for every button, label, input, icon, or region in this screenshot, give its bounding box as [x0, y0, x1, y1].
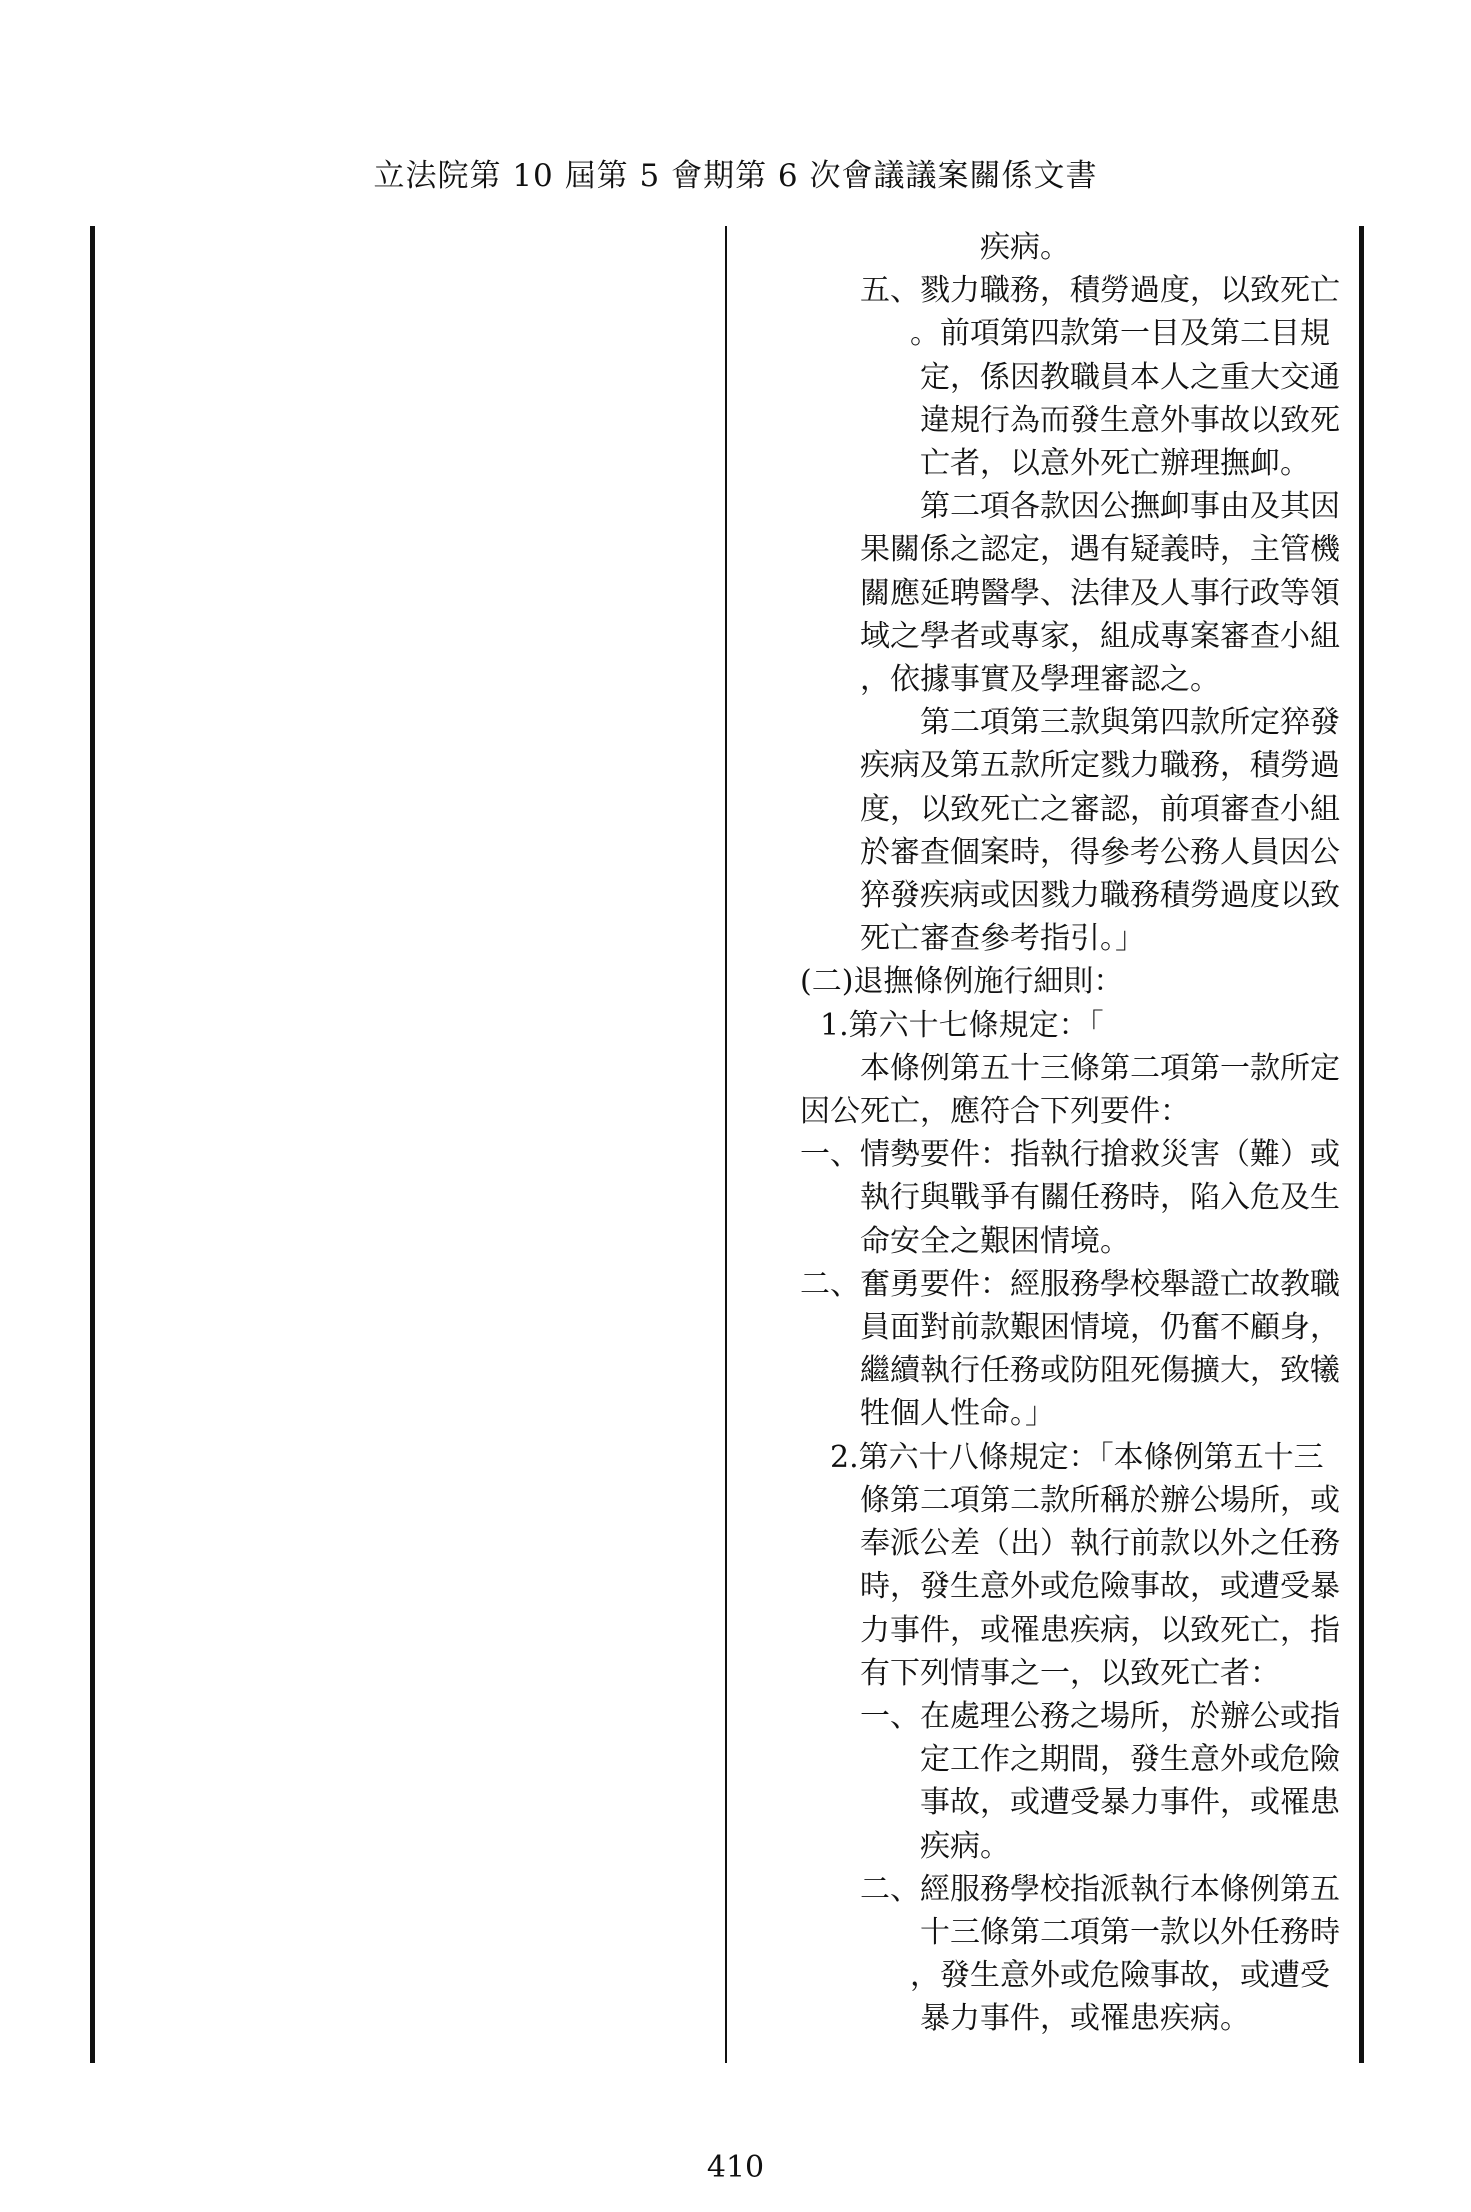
- text-line: 暴力事件，或罹患疾病。: [920, 2001, 1250, 2037]
- text-line: 時，發生意外或危險事故，或遭受暴: [860, 1569, 1340, 1605]
- document-header: 立法院第 10 屆第 5 會期第 6 次會議議案關係文書: [373, 158, 1098, 194]
- text-line: 執行與戰爭有關任務時，陷入危及生: [860, 1180, 1340, 1216]
- text-line: ，依據事實及學理審認之。: [860, 662, 1220, 698]
- text-line: 關應延聘醫學、法律及人事行政等領: [860, 575, 1340, 611]
- center-divider-line: [725, 226, 727, 2063]
- text-line: 二、經服務學校指派執行本條例第五: [860, 1871, 1340, 1907]
- text-line: 一、在處理公務之場所，於辦公或指: [860, 1698, 1340, 1734]
- text-line: 。前項第四款第一目及第二目規: [910, 316, 1330, 352]
- text-line: 果關係之認定，遇有疑義時，主管機: [860, 532, 1340, 568]
- text-line: 違規行為而發生意外事故以致死: [920, 402, 1340, 438]
- text-line: 亡者，以意外死亡辦理撫卹。: [920, 446, 1310, 482]
- text-line: 本條例第五十三條第二項第一款所定: [860, 1050, 1340, 1086]
- text-line: ，發生意外或危險事故，或遭受: [910, 1958, 1330, 1994]
- text-line: 命安全之艱困情境。: [860, 1223, 1130, 1259]
- text-line: 度，以致死亡之審認，前項審查小組: [860, 791, 1340, 827]
- text-line: (二)退撫條例施行細則：: [800, 964, 1124, 1000]
- text-line: 定工作之期間，發生意外或危險: [920, 1742, 1340, 1778]
- text-line: 員面對前款艱困情境，仍奮不顧身，: [860, 1310, 1340, 1346]
- text-line: 疾病。: [980, 230, 1070, 265]
- text-line: 於審查個案時，得參考公務人員因公: [860, 834, 1340, 870]
- text-line: 力事件，或罹患疾病，以致死亡，指: [860, 1612, 1340, 1648]
- text-line: 疾病及第五款所定戮力職務，積勞過: [860, 748, 1340, 784]
- text-line: 第二項各款因公撫卹事由及其因: [920, 489, 1340, 525]
- text-line: 定，係因教職員本人之重大交通: [920, 359, 1340, 395]
- text-line: 一、情勢要件：指執行搶救災害（難）或: [800, 1137, 1340, 1173]
- text-line: 事故，或遭受暴力事件，或罹患: [920, 1785, 1340, 1821]
- text-line: 二、奮勇要件：經服務學校舉證亡故教職: [800, 1266, 1340, 1302]
- text-line: 第二項第三款與第四款所定猝發: [920, 705, 1340, 741]
- text-line: 猝發疾病或因戮力職務積勞過度以致: [860, 878, 1340, 914]
- right-border-line: [1359, 226, 1364, 2063]
- text-line: 死亡審查參考指引。」: [860, 921, 1145, 957]
- text-line: 五、戮力職務，積勞過度，以致死亡: [860, 273, 1340, 309]
- text-line: 2.第六十八條規定：「本條例第五十三: [830, 1439, 1324, 1475]
- page-number: 410: [706, 2150, 765, 2185]
- text-line: 牲個人性命。」: [860, 1396, 1055, 1432]
- right-column-text: [800, 226, 1340, 2041]
- text-line: 因公死亡，應符合下列要件：: [800, 1094, 1190, 1130]
- text-line: 奉派公差（出）執行前款以外之任務: [860, 1526, 1340, 1562]
- text-line: 十三條第二項第一款以外任務時: [920, 1914, 1340, 1950]
- text-line: 有下列情事之一，以致死亡者：: [860, 1655, 1280, 1691]
- text-line: 條第二項第二款所稱於辦公場所，或: [860, 1482, 1340, 1518]
- text-line: 1.第六十七條規定：「: [820, 1007, 1104, 1043]
- text-line: 繼續執行任務或防阻死傷擴大，致犧: [860, 1353, 1340, 1389]
- text-line: 疾病。: [920, 1828, 1010, 1864]
- left-border-line: [90, 226, 95, 2063]
- text-line: 域之學者或專家，組成專案審查小組: [860, 618, 1340, 654]
